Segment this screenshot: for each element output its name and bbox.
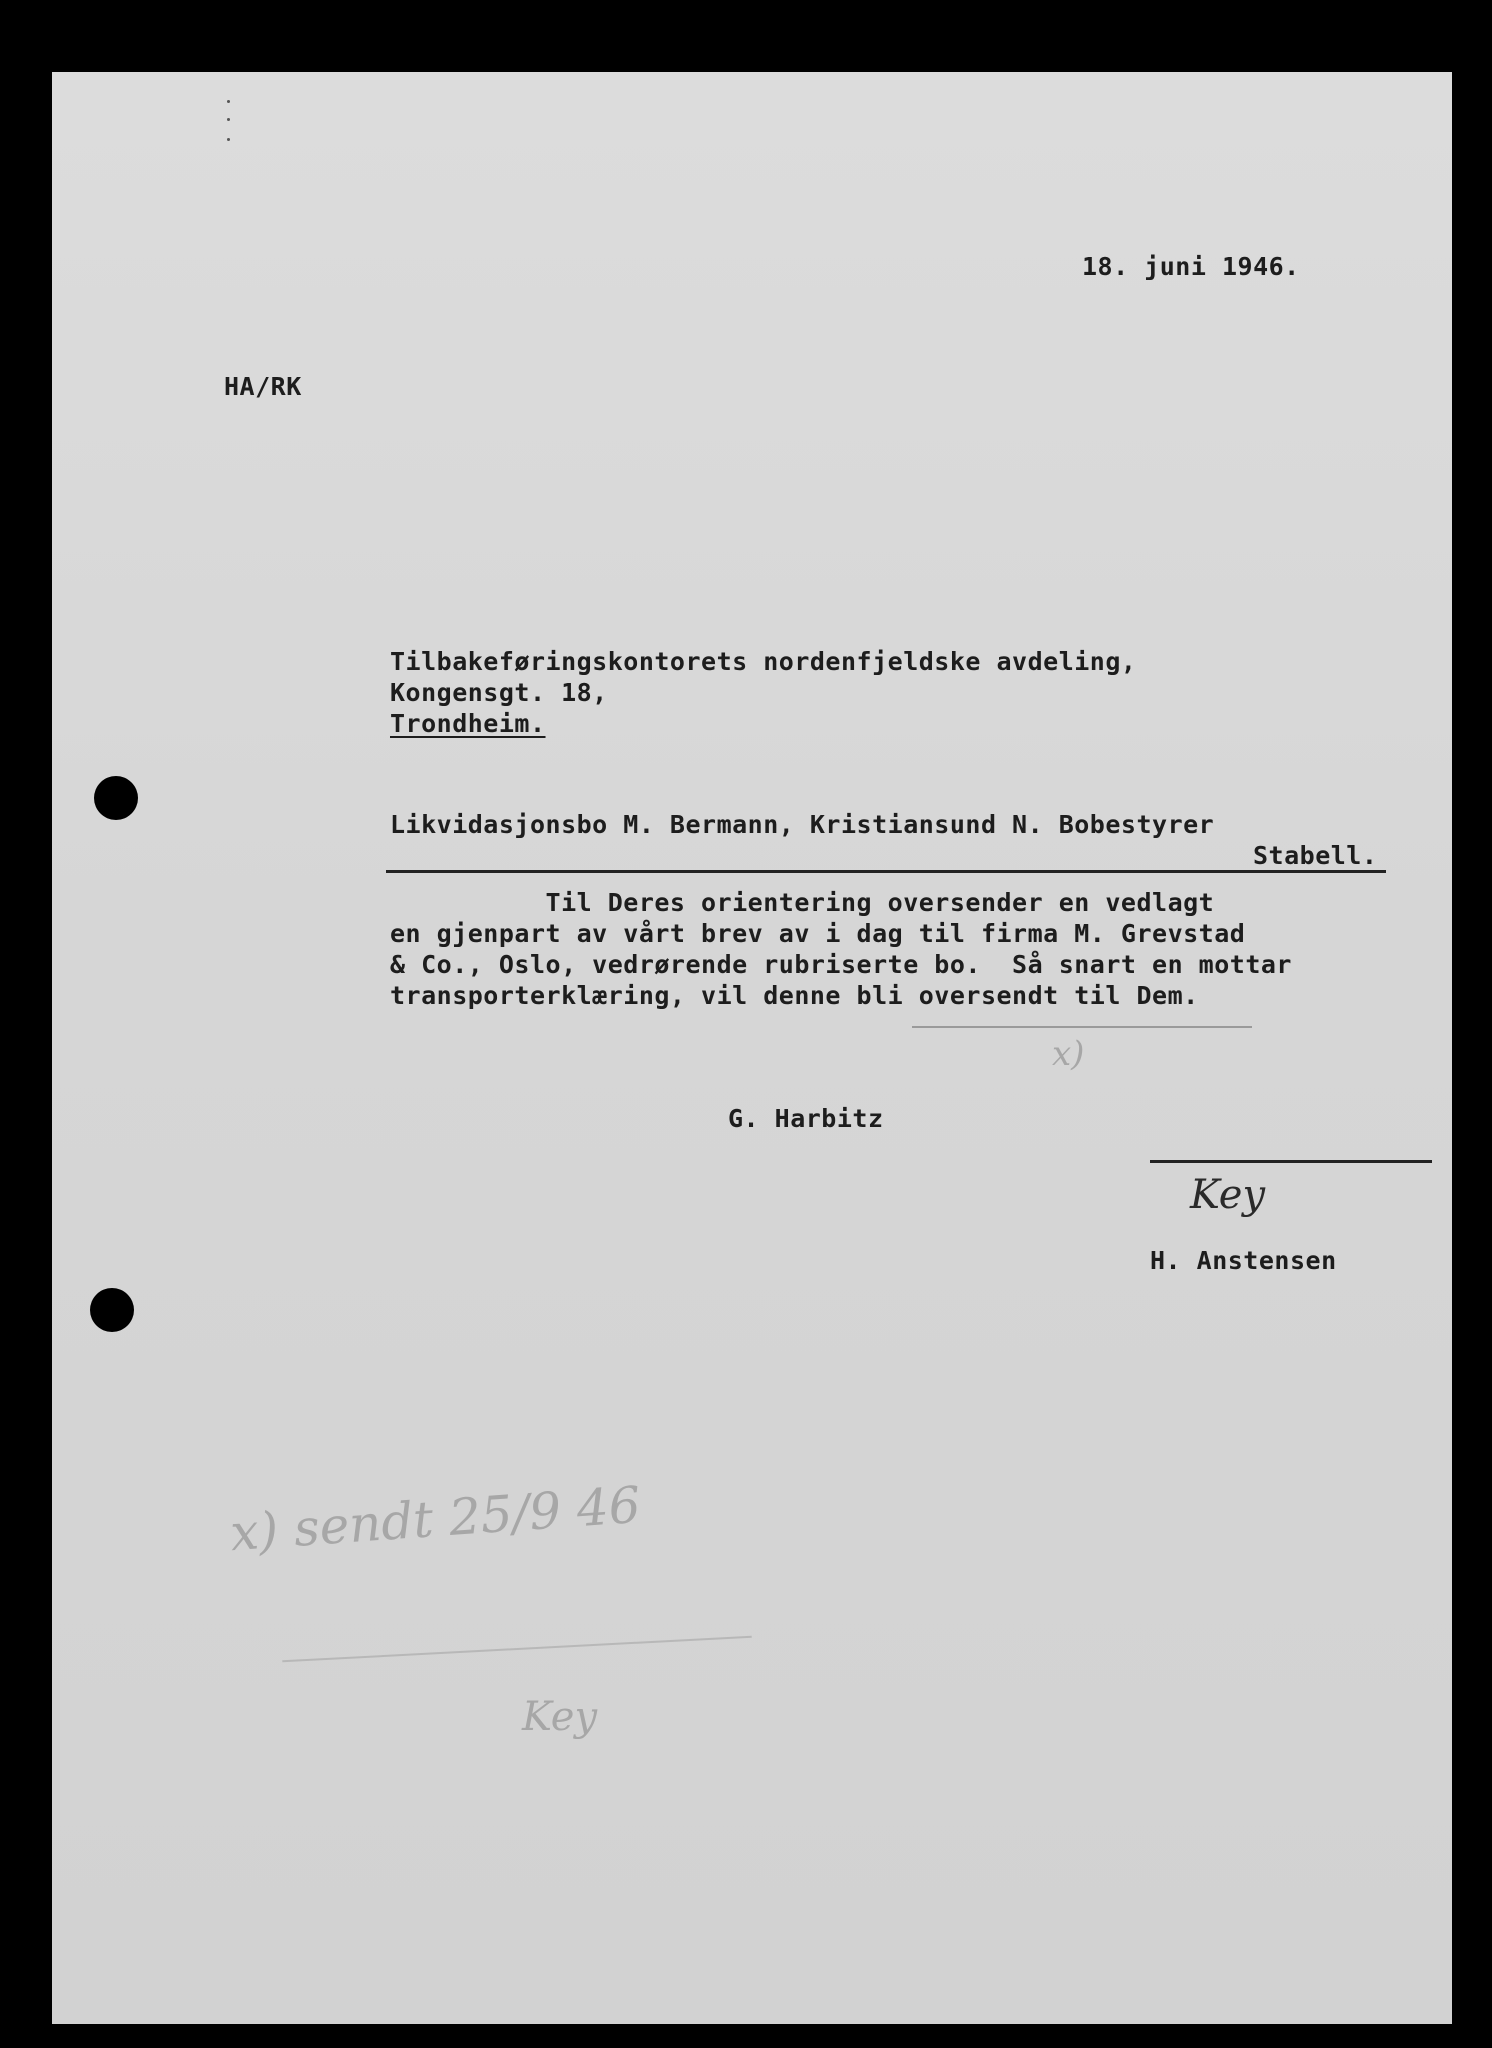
letter-date: 18. juni 1946. <box>1082 252 1300 281</box>
margin-dot <box>227 100 230 103</box>
body-line-4: transporterklæring, vil denne bli oversendt til Dem. <box>390 981 1199 1010</box>
punch-hole <box>94 776 138 820</box>
recipient-line-1: Tilbakeføringskontorets nordenfjeldske avdeling, <box>390 647 1137 676</box>
handwritten-initials: Key <box>1190 1172 1266 1218</box>
body-line-3: & Co., Oslo, vedrørende rubriserte bo. Så snart en mottar <box>390 950 1292 979</box>
subject-line-1: Likvidasjonsbo M. Bermann, Kristiansund N. Bobestyrer <box>390 810 1215 839</box>
margin-dot <box>227 118 230 121</box>
margin-mark: x) <box>1052 1034 1085 1074</box>
body-line-1: Til Deres orientering oversender en vedlagt <box>390 888 1215 917</box>
faint-line <box>912 1026 1252 1028</box>
body-line-2: en gjenpart av vårt brev av i dag til firma M. Grevstad <box>390 919 1246 948</box>
subject-underline <box>386 870 1386 873</box>
recipient-line-2: Kongensgt. 18, <box>390 678 608 707</box>
signatory-2: H. Anstensen <box>1150 1246 1337 1275</box>
pencil-line <box>282 1636 751 1663</box>
signature-line <box>1150 1160 1432 1163</box>
margin-dot <box>227 138 230 141</box>
recipient-line-3: Trondheim. <box>390 709 546 738</box>
subject-line-2: Stabell. <box>1253 841 1378 870</box>
reference-code: HA/RK <box>224 372 302 401</box>
punch-hole <box>90 1288 134 1332</box>
pencil-note: x) sendt 25/9 46 <box>228 1475 643 1563</box>
document-page <box>52 72 1452 2024</box>
signatory-1: G. Harbitz <box>728 1104 884 1133</box>
pencil-initials: Key <box>522 1694 598 1740</box>
